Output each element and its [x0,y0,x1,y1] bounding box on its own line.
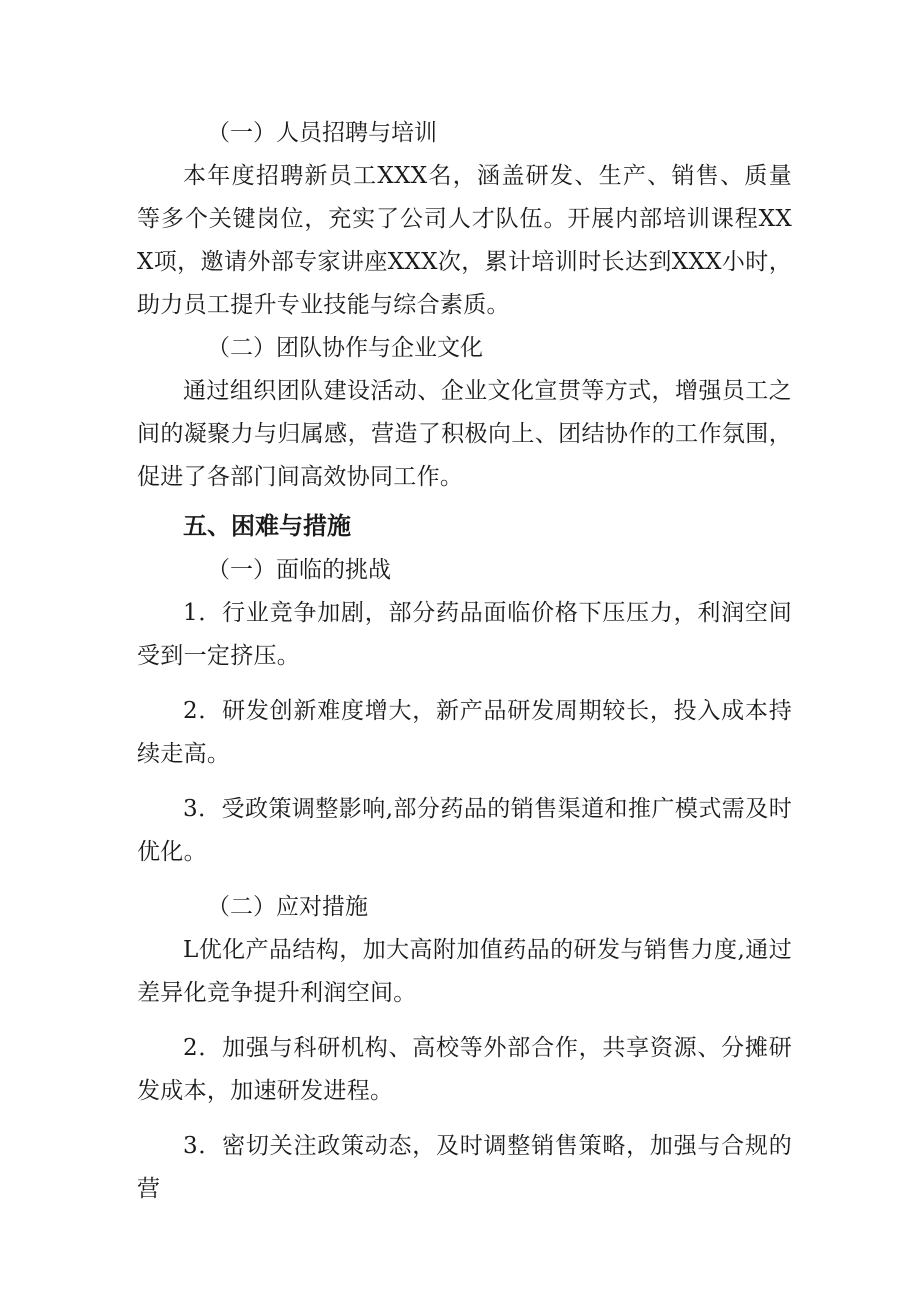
measure-item-2: 2．加强与科研机构、高校等外部合作，共享资源、分摊研发成本，加速研发进程。 [137,1035,792,1104]
section-heading-teamwork: （二）团队协作与企业文化 [207,335,483,361]
section-heading-measures: （二）应对措施 [207,894,368,920]
measure-item-3: 3．密切关注政策动态，及时调整销售策略，加强与合规的营 [137,1133,792,1202]
paragraph-teamwork: 通过组织团队建设活动、企业文化宣贯等方式，增强员工之间的凝聚力与归属感，营造了积极向上、团结协作的工作氛围，促进了各部门间高效协同工作。 [137,378,792,490]
measure-item-1: L优化产品结构，加大高附加值药品的研发与销售力度,通过差异化竞争提升利润空间。 [137,937,792,1006]
chapter-heading-difficulties: 五、困难与措施 [183,512,351,540]
section-heading-challenges: （一）面临的挑战 [207,557,391,583]
document-body [137,112,792,1211]
challenge-item-3: 3．受政策调整影响,部分药品的销售渠道和推广模式需及时优化。 [137,796,792,865]
challenge-item-2: 2．研发创新难度增大，新产品研发周期较长，投入成本持续走高。 [137,698,792,767]
paragraph-recruitment: 本年度招聘新员工XXX名，涵盖研发、生产、销售、质量等多个关键岗位，充实了公司人才队伍。开展内部培训课程XXX项，邀请外部专家讲座XXX次，累计培训时长达到XXX小时，助力员工提升专业技能与综合素质。 [137,163,792,318]
section-heading-recruitment: （一）人员招聘与培训 [207,120,437,146]
challenge-item-1: 1．行业竞争加剧，部分药品面临价格下压压力，利润空间受到一定挤压。 [137,600,792,669]
